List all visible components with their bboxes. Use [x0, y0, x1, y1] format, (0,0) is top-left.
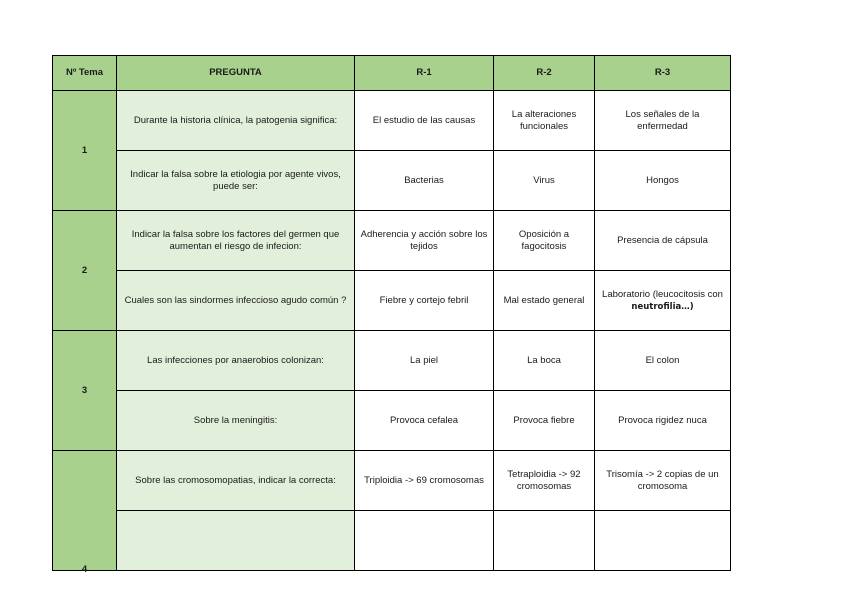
r2-cell: Oposición a fagocitosis — [494, 211, 595, 271]
r3-cell — [595, 271, 731, 331]
header-tema: Nº Tema — [53, 56, 117, 91]
table-row — [53, 91, 731, 151]
pregunta-cell: Cuales son las sindormes infeccioso agudo común ? — [117, 271, 355, 331]
header-r2: R-2 — [494, 56, 595, 91]
r3-cell — [595, 511, 731, 571]
r3-text-part: Laboratorio (leucocitosis con — [602, 288, 723, 300]
r1-cell: La piel — [355, 331, 494, 391]
r3-cell: Trisomía -> 2 copias de un cromosoma — [595, 451, 731, 511]
table-row — [53, 211, 731, 271]
r3-cell: El colon — [595, 331, 731, 391]
tema-cell — [53, 451, 117, 575]
r2-cell: Tetraploidia -> 92 cromosomas — [494, 451, 595, 511]
tema-number: 4 — [81, 564, 88, 575]
r1-cell — [355, 511, 494, 571]
pregunta-cell: Sobre las cromosomopatias, indicar la correcta: — [117, 451, 355, 511]
pregunta-cell: Las infecciones por anaerobios colonizan: — [117, 331, 355, 391]
r1-cell: El estudio de las causas — [355, 91, 494, 151]
table-row — [53, 271, 731, 331]
r1-cell: Bacterias — [355, 151, 494, 211]
table-row — [53, 391, 731, 451]
pregunta-cell: Indicar la falsa sobre los factores del germen que aumentan el riesgo de infecion: — [117, 211, 355, 271]
table-row — [53, 151, 731, 211]
r2-cell: Virus — [494, 151, 595, 211]
r2-cell: La boca — [494, 331, 595, 391]
header-row — [53, 56, 731, 91]
header-r3: R-3 — [595, 56, 731, 91]
r3-cell: Presencia de cápsula — [595, 211, 731, 271]
r3-cell: Los señales de la enfermedad — [595, 91, 731, 151]
r1-cell: Fiebre y cortejo febril — [355, 271, 494, 331]
header-r1: R-1 — [355, 56, 494, 91]
pregunta-cell: Indicar la falsa sobre la etiologia por agente vivos, puede ser: — [117, 151, 355, 211]
questions-sheet — [52, 55, 730, 575]
r2-cell: Mal estado general — [494, 271, 595, 331]
tema-cell: 3 — [53, 331, 117, 451]
questions-table — [52, 55, 731, 575]
r2-cell: Provoca fiebre — [494, 391, 595, 451]
table-row — [53, 451, 731, 511]
pregunta-cell: Sobre la meningitis: — [117, 391, 355, 451]
table-row — [53, 331, 731, 391]
r1-cell: Adherencia y acción sobre los tejidos — [355, 211, 494, 271]
tema-cell: 2 — [53, 211, 117, 331]
header-pregunta: PREGUNTA — [117, 56, 355, 91]
r2-cell — [494, 511, 595, 571]
r3-cell: Provoca rigidez nuca — [595, 391, 731, 451]
r1-cell: Triploidia -> 69 cromosomas — [355, 451, 494, 511]
r3-bold-part: neutrofilia…) — [631, 301, 694, 312]
pregunta-cell: Durante la historia clínica, la patogenia significa: — [117, 91, 355, 151]
tema-cell: 1 — [53, 91, 117, 211]
table-row — [53, 511, 731, 571]
r3-cell: Hongos — [595, 151, 731, 211]
r2-cell: La alteraciones funcionales — [494, 91, 595, 151]
pregunta-cell — [117, 511, 355, 571]
r1-cell: Provoca cefalea — [355, 391, 494, 451]
